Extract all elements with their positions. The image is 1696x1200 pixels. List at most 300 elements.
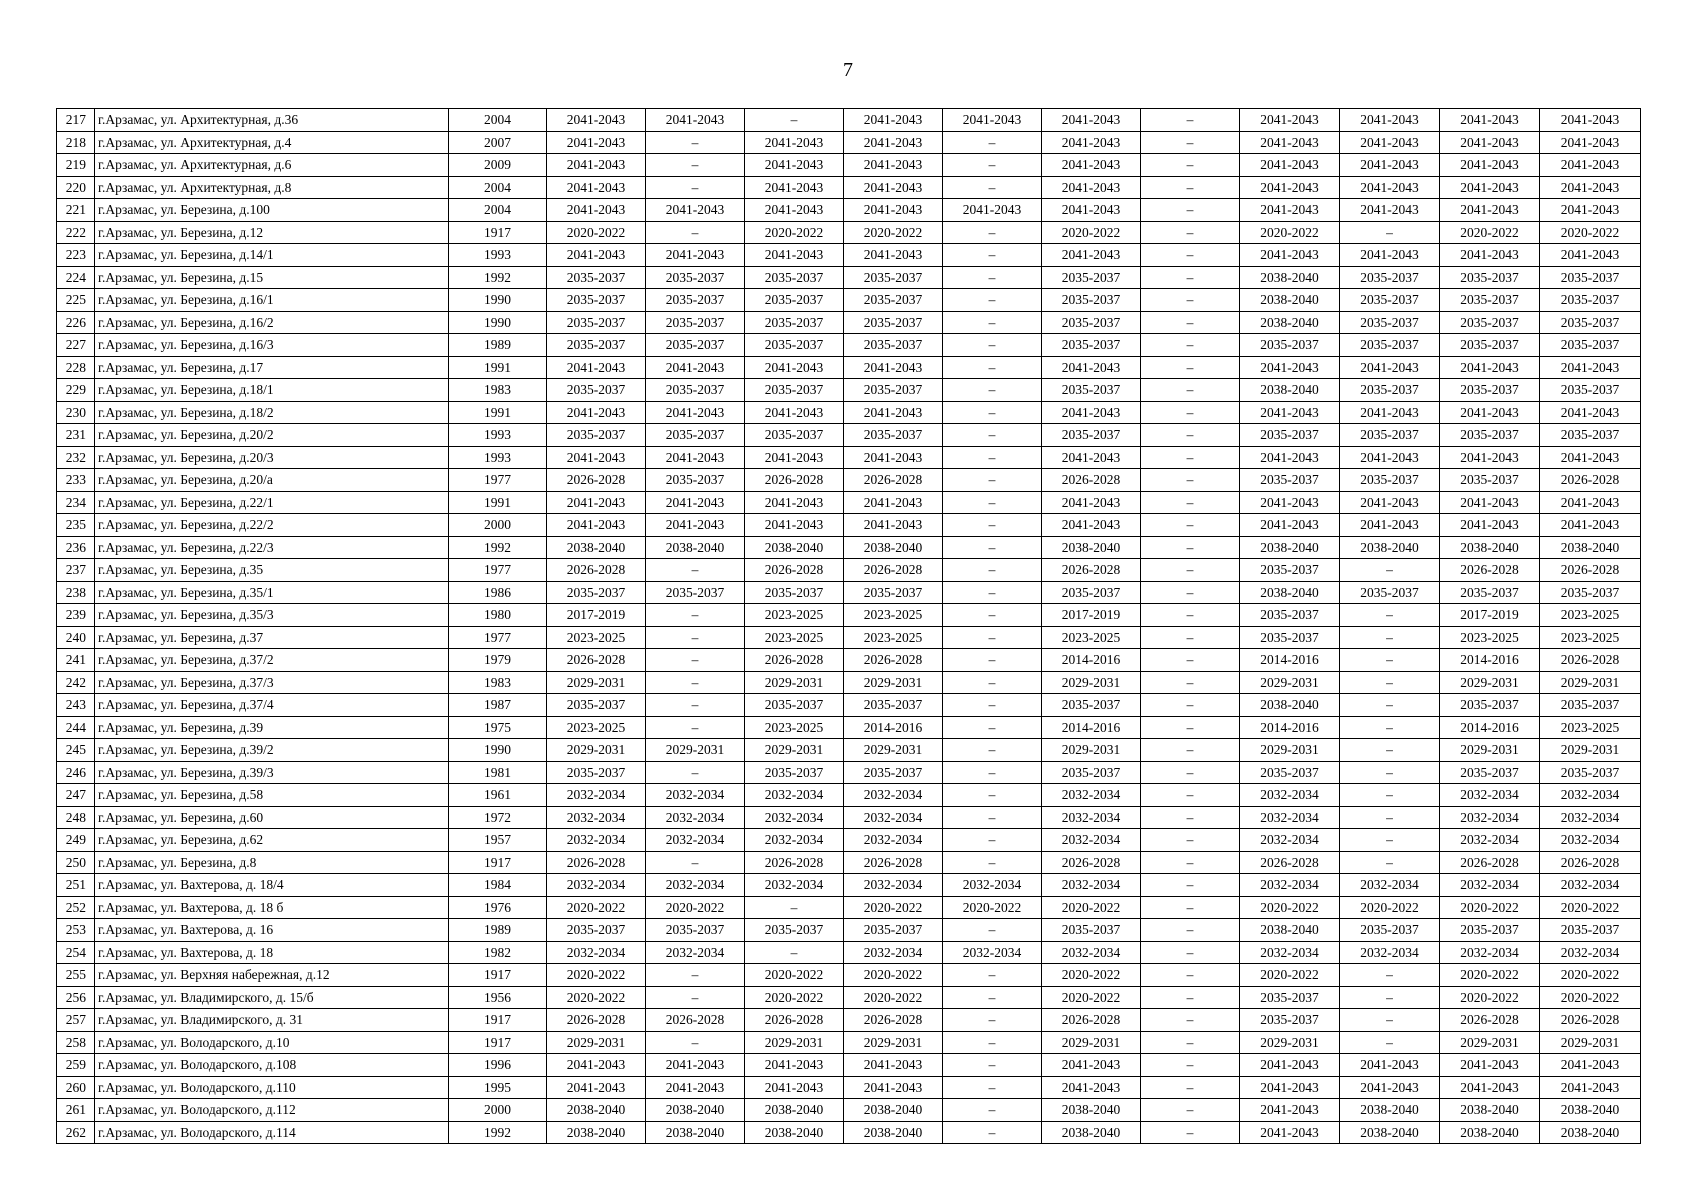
table-row (57, 401, 1641, 424)
cell-period-col-8: 2014-2016 (1240, 716, 1340, 739)
cell-row-number: 258 (57, 1031, 95, 1054)
cell-year-built: 1982 (449, 941, 547, 964)
cell-period-col-3: 2041-2043 (745, 1076, 844, 1099)
cell-period-col-3: – (745, 941, 844, 964)
cell-period-col-3: 2035-2037 (745, 379, 844, 402)
cell-period-col-10: 2041-2043 (1440, 491, 1540, 514)
cell-period-col-7: – (1141, 694, 1240, 717)
cell-period-col-8: 2035-2037 (1240, 469, 1340, 492)
cell-period-col-7: – (1141, 604, 1240, 627)
cell-period-col-2: – (646, 986, 745, 1009)
cell-row-number: 245 (57, 739, 95, 762)
cell-period-col-11: 2035-2037 (1540, 919, 1641, 942)
cell-period-col-5: – (943, 671, 1042, 694)
cell-period-col-4: 2041-2043 (844, 154, 943, 177)
cell-period-col-4: 2026-2028 (844, 1009, 943, 1032)
cell-year-built: 2000 (449, 1099, 547, 1122)
cell-period-col-5: – (943, 491, 1042, 514)
cell-period-col-1: 2041-2043 (547, 1076, 646, 1099)
cell-period-col-1: 2038-2040 (547, 1121, 646, 1144)
table-row (57, 424, 1641, 447)
cell-period-col-8: 2041-2043 (1240, 1099, 1340, 1122)
cell-period-col-6: 2041-2043 (1042, 401, 1141, 424)
cell-period-col-9: 2035-2037 (1340, 266, 1440, 289)
cell-period-col-10: 2035-2037 (1440, 424, 1540, 447)
cell-period-col-7: – (1141, 356, 1240, 379)
cell-period-col-6: 2020-2022 (1042, 221, 1141, 244)
cell-period-col-4: 2026-2028 (844, 469, 943, 492)
cell-period-col-7: – (1141, 649, 1240, 672)
cell-period-col-3: 2035-2037 (745, 289, 844, 312)
cell-address: г.Арзамас, ул. Березина, д.12 (95, 221, 449, 244)
cell-year-built: 1993 (449, 446, 547, 469)
cell-row-number: 262 (57, 1121, 95, 1144)
cell-period-col-9: 2038-2040 (1340, 536, 1440, 559)
cell-period-col-3: 2035-2037 (745, 266, 844, 289)
cell-row-number: 249 (57, 829, 95, 852)
cell-period-col-4: 2029-2031 (844, 671, 943, 694)
cell-period-col-8: 2041-2043 (1240, 1121, 1340, 1144)
cell-period-col-7: – (1141, 626, 1240, 649)
cell-period-col-6: 2041-2043 (1042, 1076, 1141, 1099)
cell-period-col-2: 2032-2034 (646, 941, 745, 964)
cell-period-col-5: – (943, 379, 1042, 402)
cell-period-col-7: – (1141, 829, 1240, 852)
cell-period-col-7: – (1141, 896, 1240, 919)
cell-period-col-2: 2035-2037 (646, 469, 745, 492)
cell-period-col-11: 2020-2022 (1540, 986, 1641, 1009)
cell-period-col-6: 2020-2022 (1042, 964, 1141, 987)
table-row (57, 829, 1641, 852)
cell-period-col-3: 2041-2043 (745, 1054, 844, 1077)
cell-period-col-8: 2038-2040 (1240, 311, 1340, 334)
cell-period-col-10: 2041-2043 (1440, 514, 1540, 537)
cell-row-number: 250 (57, 851, 95, 874)
cell-period-col-6: 2038-2040 (1042, 1121, 1141, 1144)
cell-period-col-11: 2026-2028 (1540, 1009, 1641, 1032)
cell-address: г.Арзамас, ул. Березина, д.20/2 (95, 424, 449, 447)
cell-period-col-4: 2029-2031 (844, 739, 943, 762)
cell-period-col-5: 2041-2043 (943, 109, 1042, 132)
cell-period-col-8: 2032-2034 (1240, 941, 1340, 964)
table-row (57, 671, 1641, 694)
cell-period-col-2: 2041-2043 (646, 401, 745, 424)
cell-period-col-11: 2029-2031 (1540, 739, 1641, 762)
cell-row-number: 253 (57, 919, 95, 942)
cell-period-col-3: 2041-2043 (745, 446, 844, 469)
cell-address: г.Арзамас, ул. Березина, д.37/4 (95, 694, 449, 717)
cell-period-col-2: 2041-2043 (646, 199, 745, 222)
table-row (57, 716, 1641, 739)
cell-period-col-6: 2035-2037 (1042, 334, 1141, 357)
cell-period-col-2: – (646, 694, 745, 717)
cell-period-col-9: – (1340, 604, 1440, 627)
cell-period-col-1: 2035-2037 (547, 761, 646, 784)
cell-year-built: 1917 (449, 964, 547, 987)
cell-period-col-2: 2035-2037 (646, 266, 745, 289)
cell-period-col-6: 2035-2037 (1042, 694, 1141, 717)
cell-period-col-5: – (943, 514, 1042, 537)
cell-period-col-4: 2035-2037 (844, 581, 943, 604)
cell-address: г.Арзамас, ул. Березина, д.15 (95, 266, 449, 289)
cell-row-number: 257 (57, 1009, 95, 1032)
cell-period-col-10: 2038-2040 (1440, 536, 1540, 559)
cell-period-col-7: – (1141, 1031, 1240, 1054)
cell-period-col-2: 2041-2043 (646, 356, 745, 379)
table-row (57, 244, 1641, 267)
cell-period-col-1: 2038-2040 (547, 536, 646, 559)
cell-year-built: 1977 (449, 469, 547, 492)
cell-period-col-8: 2032-2034 (1240, 784, 1340, 807)
cell-period-col-6: 2032-2034 (1042, 874, 1141, 897)
cell-address: г.Арзамас, ул. Березина, д.16/1 (95, 289, 449, 312)
table-row (57, 311, 1641, 334)
cell-period-col-10: 2041-2043 (1440, 109, 1540, 132)
cell-period-col-1: 2041-2043 (547, 131, 646, 154)
cell-period-col-4: 2041-2043 (844, 1076, 943, 1099)
cell-address: г.Арзамас, ул. Вахтерова, д. 18 (95, 941, 449, 964)
cell-period-col-6: 2020-2022 (1042, 896, 1141, 919)
cell-period-col-8: 2041-2043 (1240, 1076, 1340, 1099)
cell-year-built: 1995 (449, 1076, 547, 1099)
cell-address: г.Арзамас, ул. Березина, д.35/3 (95, 604, 449, 627)
cell-period-col-1: 2035-2037 (547, 266, 646, 289)
cell-period-col-2: – (646, 154, 745, 177)
cell-period-col-10: 2041-2043 (1440, 154, 1540, 177)
cell-period-col-3: 2041-2043 (745, 199, 844, 222)
cell-period-col-7: – (1141, 559, 1240, 582)
cell-period-col-8: 2041-2043 (1240, 356, 1340, 379)
cell-period-col-11: 2035-2037 (1540, 694, 1641, 717)
cell-row-number: 222 (57, 221, 95, 244)
cell-period-col-8: 2035-2037 (1240, 334, 1340, 357)
cell-year-built: 1996 (449, 1054, 547, 1077)
cell-period-col-1: 2035-2037 (547, 919, 646, 942)
cell-period-col-11: 2041-2043 (1540, 244, 1641, 267)
cell-period-col-11: 2041-2043 (1540, 1054, 1641, 1077)
cell-period-col-4: 2041-2043 (844, 176, 943, 199)
cell-period-col-9: – (1340, 694, 1440, 717)
cell-period-col-11: 2023-2025 (1540, 626, 1641, 649)
cell-year-built: 1917 (449, 851, 547, 874)
cell-period-col-7: – (1141, 131, 1240, 154)
cell-period-col-10: 2041-2043 (1440, 401, 1540, 424)
cell-period-col-5: – (943, 221, 1042, 244)
cell-period-col-2: 2020-2022 (646, 896, 745, 919)
cell-period-col-8: 2041-2043 (1240, 446, 1340, 469)
table-row (57, 986, 1641, 1009)
cell-year-built: 2004 (449, 109, 547, 132)
cell-period-col-9: 2041-2043 (1340, 356, 1440, 379)
cell-period-col-11: 2035-2037 (1540, 379, 1641, 402)
cell-period-col-4: 2041-2043 (844, 109, 943, 132)
cell-period-col-1: 2026-2028 (547, 649, 646, 672)
cell-period-col-11: 2035-2037 (1540, 581, 1641, 604)
cell-address: г.Арзамас, ул. Березина, д.60 (95, 806, 449, 829)
cell-period-col-10: 2035-2037 (1440, 289, 1540, 312)
table-row (57, 154, 1641, 177)
cell-period-col-5: – (943, 626, 1042, 649)
cell-year-built: 1991 (449, 491, 547, 514)
table-row (57, 199, 1641, 222)
cell-year-built: 1989 (449, 334, 547, 357)
cell-period-col-2: 2041-2043 (646, 514, 745, 537)
cell-year-built: 1987 (449, 694, 547, 717)
cell-period-col-10: 2035-2037 (1440, 581, 1540, 604)
cell-period-col-7: – (1141, 289, 1240, 312)
cell-period-col-9: – (1340, 1009, 1440, 1032)
table-row (57, 806, 1641, 829)
cell-period-col-5: – (943, 266, 1042, 289)
table-row (57, 379, 1641, 402)
cell-period-col-4: 2035-2037 (844, 379, 943, 402)
cell-period-col-9: – (1340, 784, 1440, 807)
cell-period-col-6: 2026-2028 (1042, 851, 1141, 874)
cell-period-col-1: 2026-2028 (547, 559, 646, 582)
cell-period-col-9: – (1340, 761, 1440, 784)
cell-period-col-2: 2032-2034 (646, 806, 745, 829)
cell-period-col-1: 2023-2025 (547, 626, 646, 649)
cell-period-col-5: – (943, 1121, 1042, 1144)
cell-period-col-1: 2026-2028 (547, 1009, 646, 1032)
cell-period-col-1: 2035-2037 (547, 289, 646, 312)
cell-period-col-3: 2035-2037 (745, 334, 844, 357)
cell-period-col-4: 2035-2037 (844, 761, 943, 784)
cell-period-col-2: 2035-2037 (646, 581, 745, 604)
cell-period-col-7: – (1141, 1099, 1240, 1122)
cell-period-col-5: – (943, 1076, 1042, 1099)
cell-period-col-2: – (646, 604, 745, 627)
cell-period-col-1: 2035-2037 (547, 694, 646, 717)
cell-period-col-5: – (943, 716, 1042, 739)
cell-period-col-9: 2041-2043 (1340, 176, 1440, 199)
cell-period-col-2: 2026-2028 (646, 1009, 745, 1032)
cell-period-col-2: 2035-2037 (646, 289, 745, 312)
cell-period-col-4: 2023-2025 (844, 604, 943, 627)
housing-repair-schedule-table (56, 108, 1641, 1144)
cell-period-col-2: 2041-2043 (646, 1076, 745, 1099)
cell-period-col-9: – (1340, 829, 1440, 852)
cell-period-col-7: – (1141, 851, 1240, 874)
cell-year-built: 1991 (449, 356, 547, 379)
table-row (57, 469, 1641, 492)
cell-period-col-6: 2035-2037 (1042, 424, 1141, 447)
cell-address: г.Арзамас, ул. Владимирского, д. 31 (95, 1009, 449, 1032)
table-row (57, 919, 1641, 942)
cell-period-col-9: 2041-2043 (1340, 154, 1440, 177)
cell-period-col-1: 2020-2022 (547, 896, 646, 919)
cell-period-col-9: 2041-2043 (1340, 1076, 1440, 1099)
cell-period-col-10: 2035-2037 (1440, 334, 1540, 357)
cell-address: г.Арзамас, ул. Березина, д.16/3 (95, 334, 449, 357)
cell-period-col-1: 2041-2043 (547, 176, 646, 199)
cell-row-number: 252 (57, 896, 95, 919)
cell-period-col-2: – (646, 559, 745, 582)
cell-period-col-5: – (943, 919, 1042, 942)
cell-period-col-1: 2029-2031 (547, 671, 646, 694)
cell-period-col-6: 2017-2019 (1042, 604, 1141, 627)
cell-year-built: 1917 (449, 1009, 547, 1032)
cell-period-col-2: 2038-2040 (646, 1121, 745, 1144)
cell-period-col-10: 2035-2037 (1440, 379, 1540, 402)
cell-period-col-9: 2020-2022 (1340, 896, 1440, 919)
cell-period-col-4: 2035-2037 (844, 289, 943, 312)
cell-row-number: 231 (57, 424, 95, 447)
cell-period-col-6: 2014-2016 (1042, 649, 1141, 672)
cell-period-col-10: 2026-2028 (1440, 1009, 1540, 1032)
cell-period-col-7: – (1141, 514, 1240, 537)
cell-period-col-2: – (646, 1031, 745, 1054)
cell-period-col-5: – (943, 1009, 1042, 1032)
cell-period-col-6: 2035-2037 (1042, 266, 1141, 289)
cell-period-col-5: – (943, 851, 1042, 874)
cell-period-col-2: – (646, 716, 745, 739)
cell-period-col-4: 2014-2016 (844, 716, 943, 739)
cell-address: г.Арзамас, ул. Володарского, д.110 (95, 1076, 449, 1099)
cell-year-built: 1992 (449, 1121, 547, 1144)
cell-period-col-3: 2041-2043 (745, 244, 844, 267)
cell-period-col-10: 2041-2043 (1440, 131, 1540, 154)
cell-period-col-9: – (1340, 1031, 1440, 1054)
cell-period-col-10: 2041-2043 (1440, 1054, 1540, 1077)
cell-period-col-7: – (1141, 221, 1240, 244)
cell-period-col-5: – (943, 446, 1042, 469)
cell-period-col-4: 2041-2043 (844, 131, 943, 154)
cell-period-col-11: 2038-2040 (1540, 1121, 1641, 1144)
cell-period-col-5: – (943, 1054, 1042, 1077)
cell-row-number: 255 (57, 964, 95, 987)
cell-period-col-3: 2041-2043 (745, 131, 844, 154)
cell-period-col-3: – (745, 896, 844, 919)
cell-period-col-9: 2038-2040 (1340, 1121, 1440, 1144)
cell-period-col-11: 2035-2037 (1540, 334, 1641, 357)
cell-period-col-6: 2020-2022 (1042, 986, 1141, 1009)
cell-period-col-9: – (1340, 559, 1440, 582)
cell-year-built: 1976 (449, 896, 547, 919)
cell-period-col-5: – (943, 289, 1042, 312)
cell-period-col-8: 2038-2040 (1240, 379, 1340, 402)
cell-period-col-6: 2026-2028 (1042, 469, 1141, 492)
cell-period-col-3: 2026-2028 (745, 1009, 844, 1032)
cell-row-number: 246 (57, 761, 95, 784)
table-row (57, 896, 1641, 919)
cell-address: г.Арзамас, ул. Березина, д.22/2 (95, 514, 449, 537)
cell-period-col-3: 2035-2037 (745, 581, 844, 604)
cell-period-col-11: 2041-2043 (1540, 176, 1641, 199)
cell-period-col-4: 2035-2037 (844, 424, 943, 447)
cell-period-col-7: – (1141, 671, 1240, 694)
cell-period-col-9: 2035-2037 (1340, 919, 1440, 942)
cell-period-col-10: 2026-2028 (1440, 559, 1540, 582)
table-row (57, 626, 1641, 649)
cell-period-col-7: – (1141, 716, 1240, 739)
cell-period-col-4: 2041-2043 (844, 356, 943, 379)
cell-period-col-1: 2035-2037 (547, 334, 646, 357)
cell-period-col-11: 2035-2037 (1540, 311, 1641, 334)
cell-period-col-7: – (1141, 1076, 1240, 1099)
table-row (57, 109, 1641, 132)
cell-period-col-11: 2041-2043 (1540, 154, 1641, 177)
cell-period-col-4: 2026-2028 (844, 559, 943, 582)
cell-period-col-4: 2041-2043 (844, 514, 943, 537)
cell-period-col-6: 2032-2034 (1042, 829, 1141, 852)
table-row (57, 1076, 1641, 1099)
cell-period-col-4: 2041-2043 (844, 491, 943, 514)
cell-period-col-6: 2026-2028 (1042, 559, 1141, 582)
table-row (57, 581, 1641, 604)
cell-period-col-6: 2035-2037 (1042, 761, 1141, 784)
cell-address: г.Арзамас, ул. Володарского, д.108 (95, 1054, 449, 1077)
cell-period-col-7: – (1141, 109, 1240, 132)
cell-period-col-9: 2035-2037 (1340, 289, 1440, 312)
cell-period-col-2: 2038-2040 (646, 536, 745, 559)
cell-period-col-8: 2020-2022 (1240, 221, 1340, 244)
cell-period-col-6: 2041-2043 (1042, 491, 1141, 514)
cell-period-col-1: 2032-2034 (547, 941, 646, 964)
cell-period-col-8: 2041-2043 (1240, 109, 1340, 132)
table-row (57, 739, 1641, 762)
table-row (57, 694, 1641, 717)
cell-period-col-10: 2035-2037 (1440, 919, 1540, 942)
cell-year-built: 1983 (449, 379, 547, 402)
cell-period-col-11: 2023-2025 (1540, 716, 1641, 739)
cell-period-col-6: 2038-2040 (1042, 536, 1141, 559)
cell-period-col-10: 2023-2025 (1440, 626, 1540, 649)
cell-period-col-11: 2029-2031 (1540, 1031, 1641, 1054)
cell-address: г.Арзамас, ул. Березина, д.37/3 (95, 671, 449, 694)
cell-period-col-1: 2023-2025 (547, 716, 646, 739)
cell-period-col-7: – (1141, 424, 1240, 447)
cell-period-col-7: – (1141, 919, 1240, 942)
cell-period-col-7: – (1141, 311, 1240, 334)
cell-year-built: 1917 (449, 221, 547, 244)
cell-period-col-7: – (1141, 401, 1240, 424)
cell-period-col-11: 2026-2028 (1540, 469, 1641, 492)
cell-address: г.Арзамас, ул. Володарского, д.10 (95, 1031, 449, 1054)
table-row (57, 334, 1641, 357)
cell-row-number: 230 (57, 401, 95, 424)
cell-period-col-1: 2041-2043 (547, 1054, 646, 1077)
cell-period-col-2: – (646, 761, 745, 784)
cell-address: г.Арзамас, ул. Архитектурная, д.6 (95, 154, 449, 177)
cell-address: г.Арзамас, ул. Березина, д.35 (95, 559, 449, 582)
cell-row-number: 220 (57, 176, 95, 199)
cell-period-col-8: 2029-2031 (1240, 1031, 1340, 1054)
cell-period-col-11: 2041-2043 (1540, 401, 1641, 424)
table-row (57, 941, 1641, 964)
cell-period-col-6: 2023-2025 (1042, 626, 1141, 649)
cell-period-col-10: 2014-2016 (1440, 716, 1540, 739)
cell-year-built: 1979 (449, 649, 547, 672)
cell-period-col-2: 2029-2031 (646, 739, 745, 762)
cell-period-col-10: 2020-2022 (1440, 221, 1540, 244)
cell-period-col-4: 2038-2040 (844, 1121, 943, 1144)
cell-address: г.Арзамас, ул. Березина, д.58 (95, 784, 449, 807)
cell-row-number: 219 (57, 154, 95, 177)
cell-period-col-10: 2032-2034 (1440, 784, 1540, 807)
cell-row-number: 238 (57, 581, 95, 604)
cell-address: г.Арзамас, ул. Березина, д.18/2 (95, 401, 449, 424)
cell-period-col-1: 2020-2022 (547, 964, 646, 987)
cell-period-col-9: 2041-2043 (1340, 446, 1440, 469)
cell-period-col-7: – (1141, 266, 1240, 289)
cell-period-col-11: 2038-2040 (1540, 1099, 1641, 1122)
cell-period-col-1: 2035-2037 (547, 311, 646, 334)
cell-period-col-10: 2029-2031 (1440, 739, 1540, 762)
cell-period-col-8: 2035-2037 (1240, 986, 1340, 1009)
cell-period-col-3: 2026-2028 (745, 851, 844, 874)
table-row (57, 851, 1641, 874)
